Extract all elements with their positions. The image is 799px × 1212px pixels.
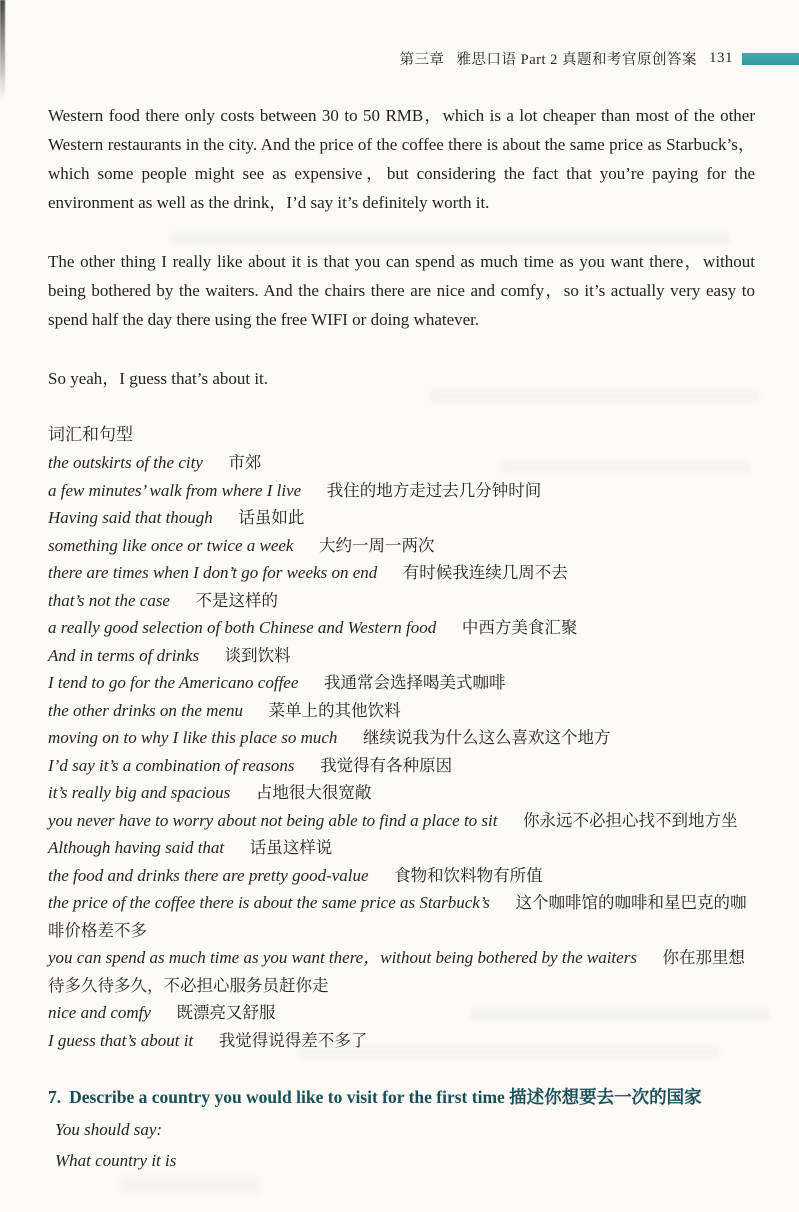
vocab-item — [48, 697, 755, 725]
cue-card-line: What country it is — [55, 1151, 177, 1170]
vocab-translation-zh: 占地很大很宽敞 — [255, 783, 372, 802]
vocab-phrase-en: it’s really big and spacious — [48, 783, 231, 802]
vocab-phrase-en: a really good selection of both Chinese and Western food — [48, 618, 437, 637]
vocab-translation-zh: 食物和饮料物有所值 — [394, 865, 543, 885]
vocab-heading: 词汇和句型 — [48, 425, 133, 444]
vocab-item — [48, 862, 755, 890]
vocab-translation-zh: 我通常会选择喝美式咖啡 — [323, 673, 506, 692]
cue-card-line: You should say: — [55, 1120, 163, 1139]
vocab-translation-zh: 不是这样的 — [195, 590, 279, 610]
vocab-phrase-en: I guess that’s about it — [48, 1030, 194, 1050]
vocab-phrase-en: moving on to why I like this place so much — [48, 728, 338, 747]
vocab-item — [48, 669, 755, 697]
vocab-phrase-en: the food and drinks there are pretty good-value — [48, 865, 369, 885]
vocab-item — [48, 724, 755, 752]
page-header — [0, 0, 799, 69]
vocab-translation-zh: 你在那里想待多久待多久，不必担心服务员赶你走 — [48, 948, 745, 995]
vocab-item — [48, 559, 755, 587]
scan-edge-artifact — [0, 0, 5, 100]
answer-paragraph: So yeah，I guess that’s about it. — [48, 369, 269, 388]
page-bleed-artifact — [470, 1008, 770, 1020]
vocab-item — [48, 504, 755, 532]
vocab-translation-zh: 我住的地方走过去几分钟时间 — [326, 480, 542, 500]
vocab-translation-zh: 你永远不必担心找不到地方坐 — [523, 810, 738, 830]
vocab-translation-zh: 谈到饮料 — [224, 645, 291, 665]
vocab-translation-zh: 话虽这样说 — [249, 838, 333, 857]
vocab-phrase-en: the price of the coffee there is about the same price as Starbuck’s — [48, 893, 490, 912]
page-number: 131 — [709, 50, 733, 66]
vocab-item — [48, 532, 755, 560]
vocab-item — [48, 614, 755, 642]
vocab-list — [48, 449, 755, 1054]
vocab-item — [48, 642, 755, 670]
topic-title-en: Describe a country you would like to visit for the first time — [69, 1087, 505, 1107]
vocab-item — [48, 477, 755, 505]
vocab-phrase-en: And in terms of drinks — [48, 645, 200, 665]
cue-card-lines — [48, 1114, 755, 1176]
answer-paragraph: The other thing I really like about it is that you can spend as much time as you want there，without being bothered by the waiters. And the chairs there are nice and comfy，so it’s actually very easy to spend half the day there using the free WIFI or doing whatever. — [48, 252, 755, 329]
answer-paragraph: Western food there only costs between 30 to 50 RMB，which is a lot cheaper than most of the other Western restaurants in the city. And the price of the coffee there is about the same price as Starbuck’s，which some people might see as expensive，but considering the fact that you’re paying for the environment as well as the drink，I’d say it’s definitely worth it. — [48, 106, 755, 212]
vocab-item — [48, 834, 755, 862]
vocab-item — [48, 779, 755, 807]
page-bleed-artifact — [500, 462, 750, 473]
vocab-translation-zh: 我觉得说得差不多了 — [218, 1030, 368, 1050]
page-bleed-artifact — [430, 390, 760, 402]
vocab-translation-zh: 我觉得有各种原因 — [320, 755, 453, 775]
vocab-phrase-en: Although having said that — [48, 838, 225, 857]
vocab-translation-zh: 这个咖啡馆的咖啡和星巴克的咖啡价格差不多 — [48, 893, 747, 940]
vocab-translation-zh: 继续说我为什么这么喜欢这个地方 — [362, 728, 611, 747]
vocab-phrase-en: Having said that though — [48, 508, 213, 527]
page-bleed-artifact — [120, 1176, 260, 1194]
vocab-item — [48, 587, 755, 615]
chapter-label: 第三章 — [399, 52, 445, 68]
vocab-phrase-en: there are times when I don’t go for weeks on end — [48, 563, 378, 582]
vocab-phrase-en: I tend to go for the Americano coffee — [48, 673, 299, 692]
vocab-phrase-en: a few minutes’ walk from where I live — [48, 480, 302, 500]
vocab-translation-zh: 大约一周一两次 — [319, 535, 435, 555]
vocab-translation-zh: 菜单上的其他饮料 — [268, 700, 401, 720]
topic-number: 7. — [48, 1087, 62, 1107]
vocab-item — [48, 807, 755, 835]
vocab-phrase-en: you can spend as much time as you want there，without being bothered by the waiters — [48, 948, 637, 967]
vocab-phrase-en: nice and comfy — [48, 1003, 151, 1022]
page-bleed-artifact — [170, 232, 730, 245]
page-bleed-artifact — [300, 1046, 720, 1058]
vocab-item — [48, 752, 755, 780]
topic-heading — [48, 1084, 755, 1110]
vocab-section — [48, 421, 755, 1054]
vocab-translation-zh: 话虽如此 — [238, 508, 305, 527]
vocab-translation-zh: 既漂亮又舒服 — [176, 1003, 276, 1022]
vocab-phrase-en: something like once or twice a week — [48, 535, 294, 555]
vocab-item — [48, 889, 755, 944]
vocab-phrase-en: you never have to worry about not being able to find a place to sit — [48, 810, 498, 830]
vocab-translation-zh: 市郊 — [228, 453, 262, 472]
vocab-translation-zh: 中西方美食汇聚 — [461, 618, 578, 637]
vocab-phrase-en: the other drinks on the menu — [48, 700, 243, 720]
next-topic-section — [48, 1084, 755, 1176]
vocab-phrase-en: the outskirts of the city — [48, 453, 203, 472]
answer-paragraphs — [48, 101, 755, 393]
vocab-item — [48, 944, 755, 999]
vocab-phrase-en: I’d say it’s a combination of reasons — [48, 755, 295, 775]
topic-title-zh: 描述你想要去一次的国家 — [509, 1087, 702, 1107]
vocab-phrase-en: that’s not the case — [48, 590, 170, 610]
vocab-translation-zh: 有时候我连续几周不去 — [402, 563, 568, 582]
running-head-title: 雅思口语 Part 2 真题和考官原创答案 — [456, 52, 697, 68]
header-accent-bar — [742, 53, 799, 65]
